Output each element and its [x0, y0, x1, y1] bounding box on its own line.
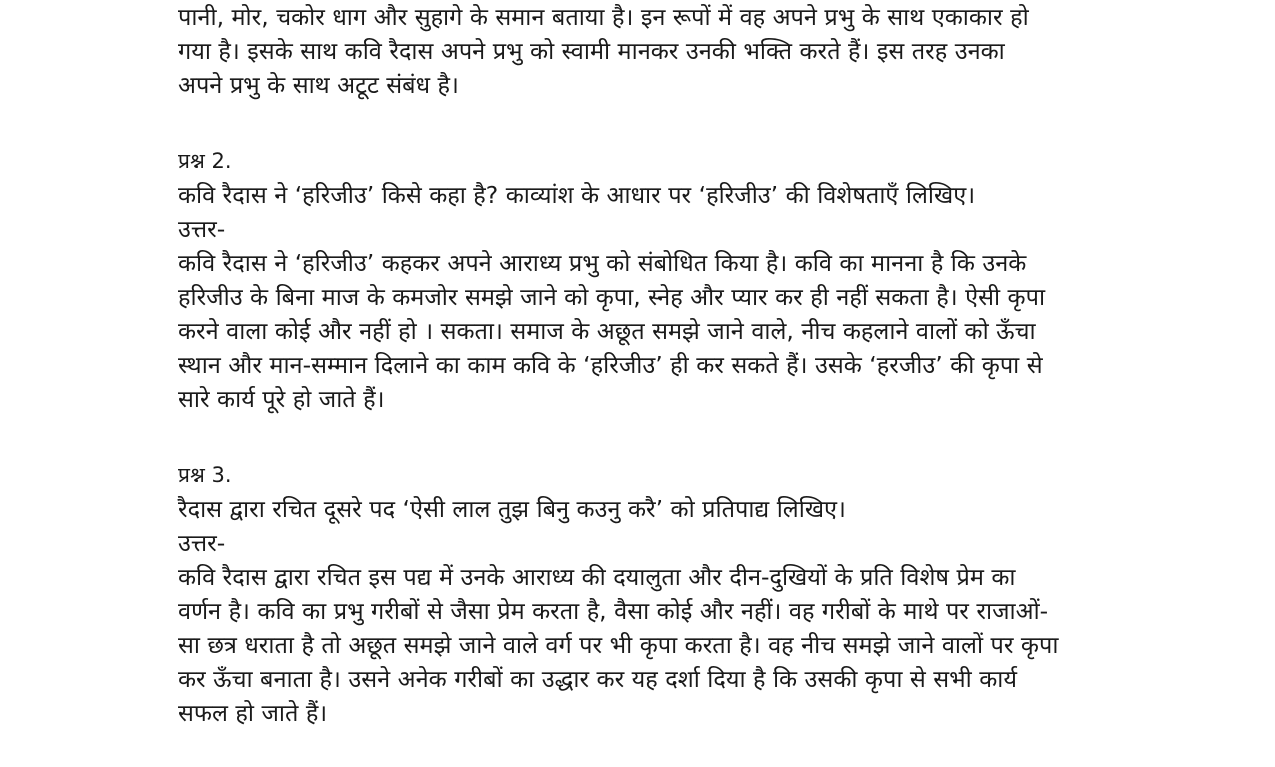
answer-line: सारे कार्य पूरे हो जाते हैं।	[178, 385, 385, 413]
answer-line: वर्णन है। कवि का प्रभु गरीबों से जैसा प्रेम करता है, वैसा कोई और नहीं। वह गरीबों के माथे पर राजाओं-	[178, 597, 1049, 625]
answer-line: अपने प्रभु के साथ अटूट संबंध है।	[178, 71, 459, 99]
answer-line: पानी, मोर, चकोर धाग और सुहागे के समान बताया है। इन रूपों में वह अपने प्रभु के साथ एकाकार हो	[178, 3, 1029, 31]
answer-line: करने वाला कोई और नहीं हो । सकता। समाज के अछूत समझे जाने वाले, नीच कहलाने वालों को ऊँचा	[178, 317, 1036, 345]
spacer	[178, 416, 1158, 458]
question-3-answer-label: उत्तर-	[178, 529, 226, 557]
answer-line: सा छत्र धराता है तो अछूत समझे जाने वाले वर्ग पर भी कृपा करता है। वह नीच समझे जाने वालों पर कृपा	[178, 631, 1059, 659]
answer-line: कवि रैदास ने ‘हरिजीउ’ कहकर अपने आराध्य प्रभु को संबोधित किया है। कवि का मानना है कि उनके	[178, 249, 1027, 277]
answer-line: स्थान और मान-सम्मान दिलाने का काम कवि के ‘हरिजीउ’ ही कर सकते हैं। उसके ‘हरजीउ’ की कृपा से	[178, 351, 1043, 379]
question-3-heading: प्रश्न 3.	[178, 463, 232, 487]
answer-line: कवि रैदास द्वारा रचित इस पद्य में उनके आराध्य की दयालुता और दीन-दुखियों के प्रति विशेष प्रेम का	[178, 563, 1016, 591]
previous-answer-continuation	[178, 0, 1158, 102]
question-2-section	[178, 144, 1158, 416]
answer-line: गया है। इसके साथ कवि रैदास अपने प्रभु को स्वामी मानकर उनकी भक्ति करते हैं। इस तरह उनका	[178, 37, 1005, 65]
question-2-text: कवि रैदास ने ‘हरिजीउ’ किसे कहा है? काव्यांश के आधार पर ‘हरिजीउ’ की विशेषताएँ लिखिए।	[178, 181, 976, 209]
question-2-heading: प्रश्न 2.	[178, 149, 232, 173]
question-3-section	[178, 458, 1158, 730]
question-2-answer-label: उत्तर-	[178, 215, 226, 243]
question-3-text: रैदास द्वारा रचित दूसरे पद ‘ऐसी लाल तुझ बिनु कउनु करै’ को प्रतिपाद्य लिखिए।	[178, 495, 846, 523]
answer-line: सफल हो जाते हैं।	[178, 699, 328, 727]
spacer	[178, 102, 1158, 144]
document-page	[178, 0, 1158, 730]
answer-line: हरिजीउ के बिना माज के कमजोर समझे जाने को कृपा, स्नेह और प्यार कर ही नहीं सकता है। ऐसी कृपा	[178, 283, 1046, 311]
answer-line: कर ऊँचा बनाता है। उसने अनेक गरीबों का उद्धार कर यह दर्शा दिया है कि उसकी कृपा से सभी कार्य	[178, 665, 1017, 693]
